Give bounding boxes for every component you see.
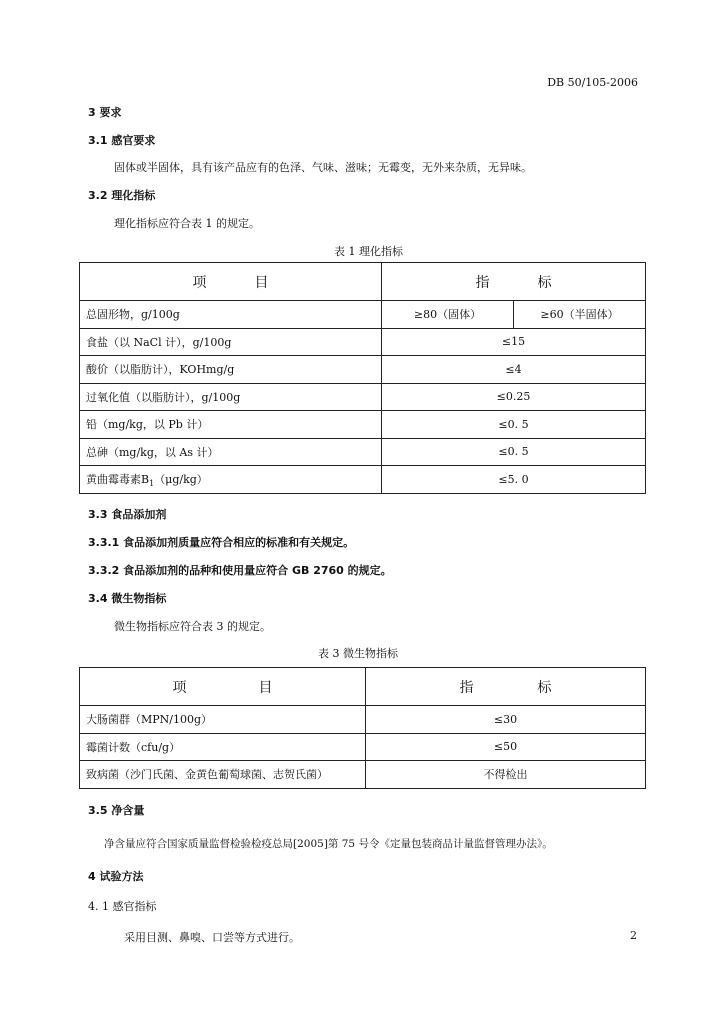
- table-3-cell-item: 致病菌（沙门氏菌、金黄色葡萄球菌、志贺氏菌）: [80, 761, 366, 789]
- table-3-header-indicator: 指 标: [366, 668, 646, 706]
- table-1-cell-item: 总砷（mg/kg，以 As 计）: [80, 438, 382, 466]
- table-1-cell-item: 铅（mg/kg，以 Pb 计）: [80, 411, 382, 439]
- table-row: [80, 328, 646, 356]
- section-4-1-text: 采用目测、鼻嗅、口尝等方式进行。: [124, 931, 300, 944]
- section-3-2-text: 理化指标应符合表 1 的规定。: [114, 217, 260, 230]
- table-1-cell-item: 黄曲霉毒素$B_1(\mu g/kg)$: [80, 466, 382, 494]
- table-3-cell-value: 不得检出: [366, 761, 646, 789]
- table-1-header-indicator: 指 标: [382, 263, 646, 301]
- section-3-5-text: 净含量应符合国家质量监督检验检疫总局[2005]第 75 号令《定量包装商品计量监督管理办法》。: [104, 838, 553, 850]
- table-3-cell-item: 大肠菌群（MPN/100g）: [80, 706, 366, 734]
- table-row: [80, 356, 646, 384]
- document-number: DB 50/105-2006: [547, 76, 638, 89]
- section-3-1-title: 3.1 感官要求: [88, 134, 156, 147]
- table-1: [79, 262, 646, 494]
- table-1-cell-value: ≤15: [382, 328, 646, 356]
- table-1-caption: 表 1 理化指标: [334, 245, 403, 258]
- section-3-4-heading: 3.4 微生物指标: [88, 592, 167, 605]
- table-1-cell-value: ≤0. 5: [382, 438, 646, 466]
- table-1-cell-value: ≤0.25: [382, 383, 646, 411]
- table-3-caption: 表 3 微生物指标: [318, 647, 398, 660]
- table-1-header-row: [80, 263, 646, 301]
- table-1-cell-item: 食盐（以 NaCl 计），g/100g: [80, 328, 382, 356]
- table-row: [80, 761, 646, 789]
- table-row: [80, 733, 646, 761]
- table-row: [80, 438, 646, 466]
- table-3-cell-item: 霉菌计数（cfu/g）: [80, 733, 366, 761]
- section-4-heading: 4 试验方法: [88, 870, 144, 883]
- table-1-cell-value: ≤4: [382, 356, 646, 384]
- section-3-heading: 3 要求: [88, 106, 122, 119]
- table-1-cell-value: ≥60（半固体）: [514, 301, 646, 329]
- section-4-1-heading: 4. 1 感官指标: [88, 900, 157, 913]
- table-row: [80, 466, 646, 494]
- table-row: [80, 706, 646, 734]
- section-3-4-text: 微生物指标应符合表 3 的规定。: [114, 620, 271, 633]
- table-row: [80, 411, 646, 439]
- section-3-3-1: 3.3.1 食品添加剂质量应符合相应的标准和有关规定。: [88, 536, 355, 549]
- table-1-cell-item: 酸价（以脂肪计），KOHmg/g: [80, 356, 382, 384]
- section-3-2-heading: 3.2 理化指标: [88, 189, 156, 202]
- section-3-3-heading: 3.3 食品添加剂: [88, 508, 167, 521]
- table-1-header-item: 项 目: [80, 263, 382, 301]
- table-3: [79, 667, 646, 789]
- table-1-cell-value: ≥80（固体）: [382, 301, 514, 329]
- table-1-cell-value: ≤5. 0: [382, 466, 646, 494]
- table-row: [80, 301, 646, 329]
- table-3-header-item: 项 目: [80, 668, 366, 706]
- table-3-cell-value: ≤30: [366, 706, 646, 734]
- table-3-header-row: [80, 668, 646, 706]
- table-row: [80, 383, 646, 411]
- section-3-5-heading: 3.5 净含量: [88, 804, 145, 817]
- table-3-cell-value: ≤50: [366, 733, 646, 761]
- table-1-cell-item: 总固形物，g/100g: [80, 301, 382, 329]
- section-3-1-text: 固体或半固体，具有该产品应有的色泽、气味、滋味；无霉变，无外来杂质，无异味。: [114, 161, 532, 174]
- section-3-3-2: 3.3.2 食品添加剂的品种和使用量应符合 GB 2760 的规定。: [88, 564, 392, 577]
- table-1-cell-item: 过氧化值（以脂肪计），g/100g: [80, 383, 382, 411]
- section-3-1-heading: [88, 132, 155, 148]
- table-1-cell-value: ≤0. 5: [382, 411, 646, 439]
- page-number: 2: [630, 929, 637, 942]
